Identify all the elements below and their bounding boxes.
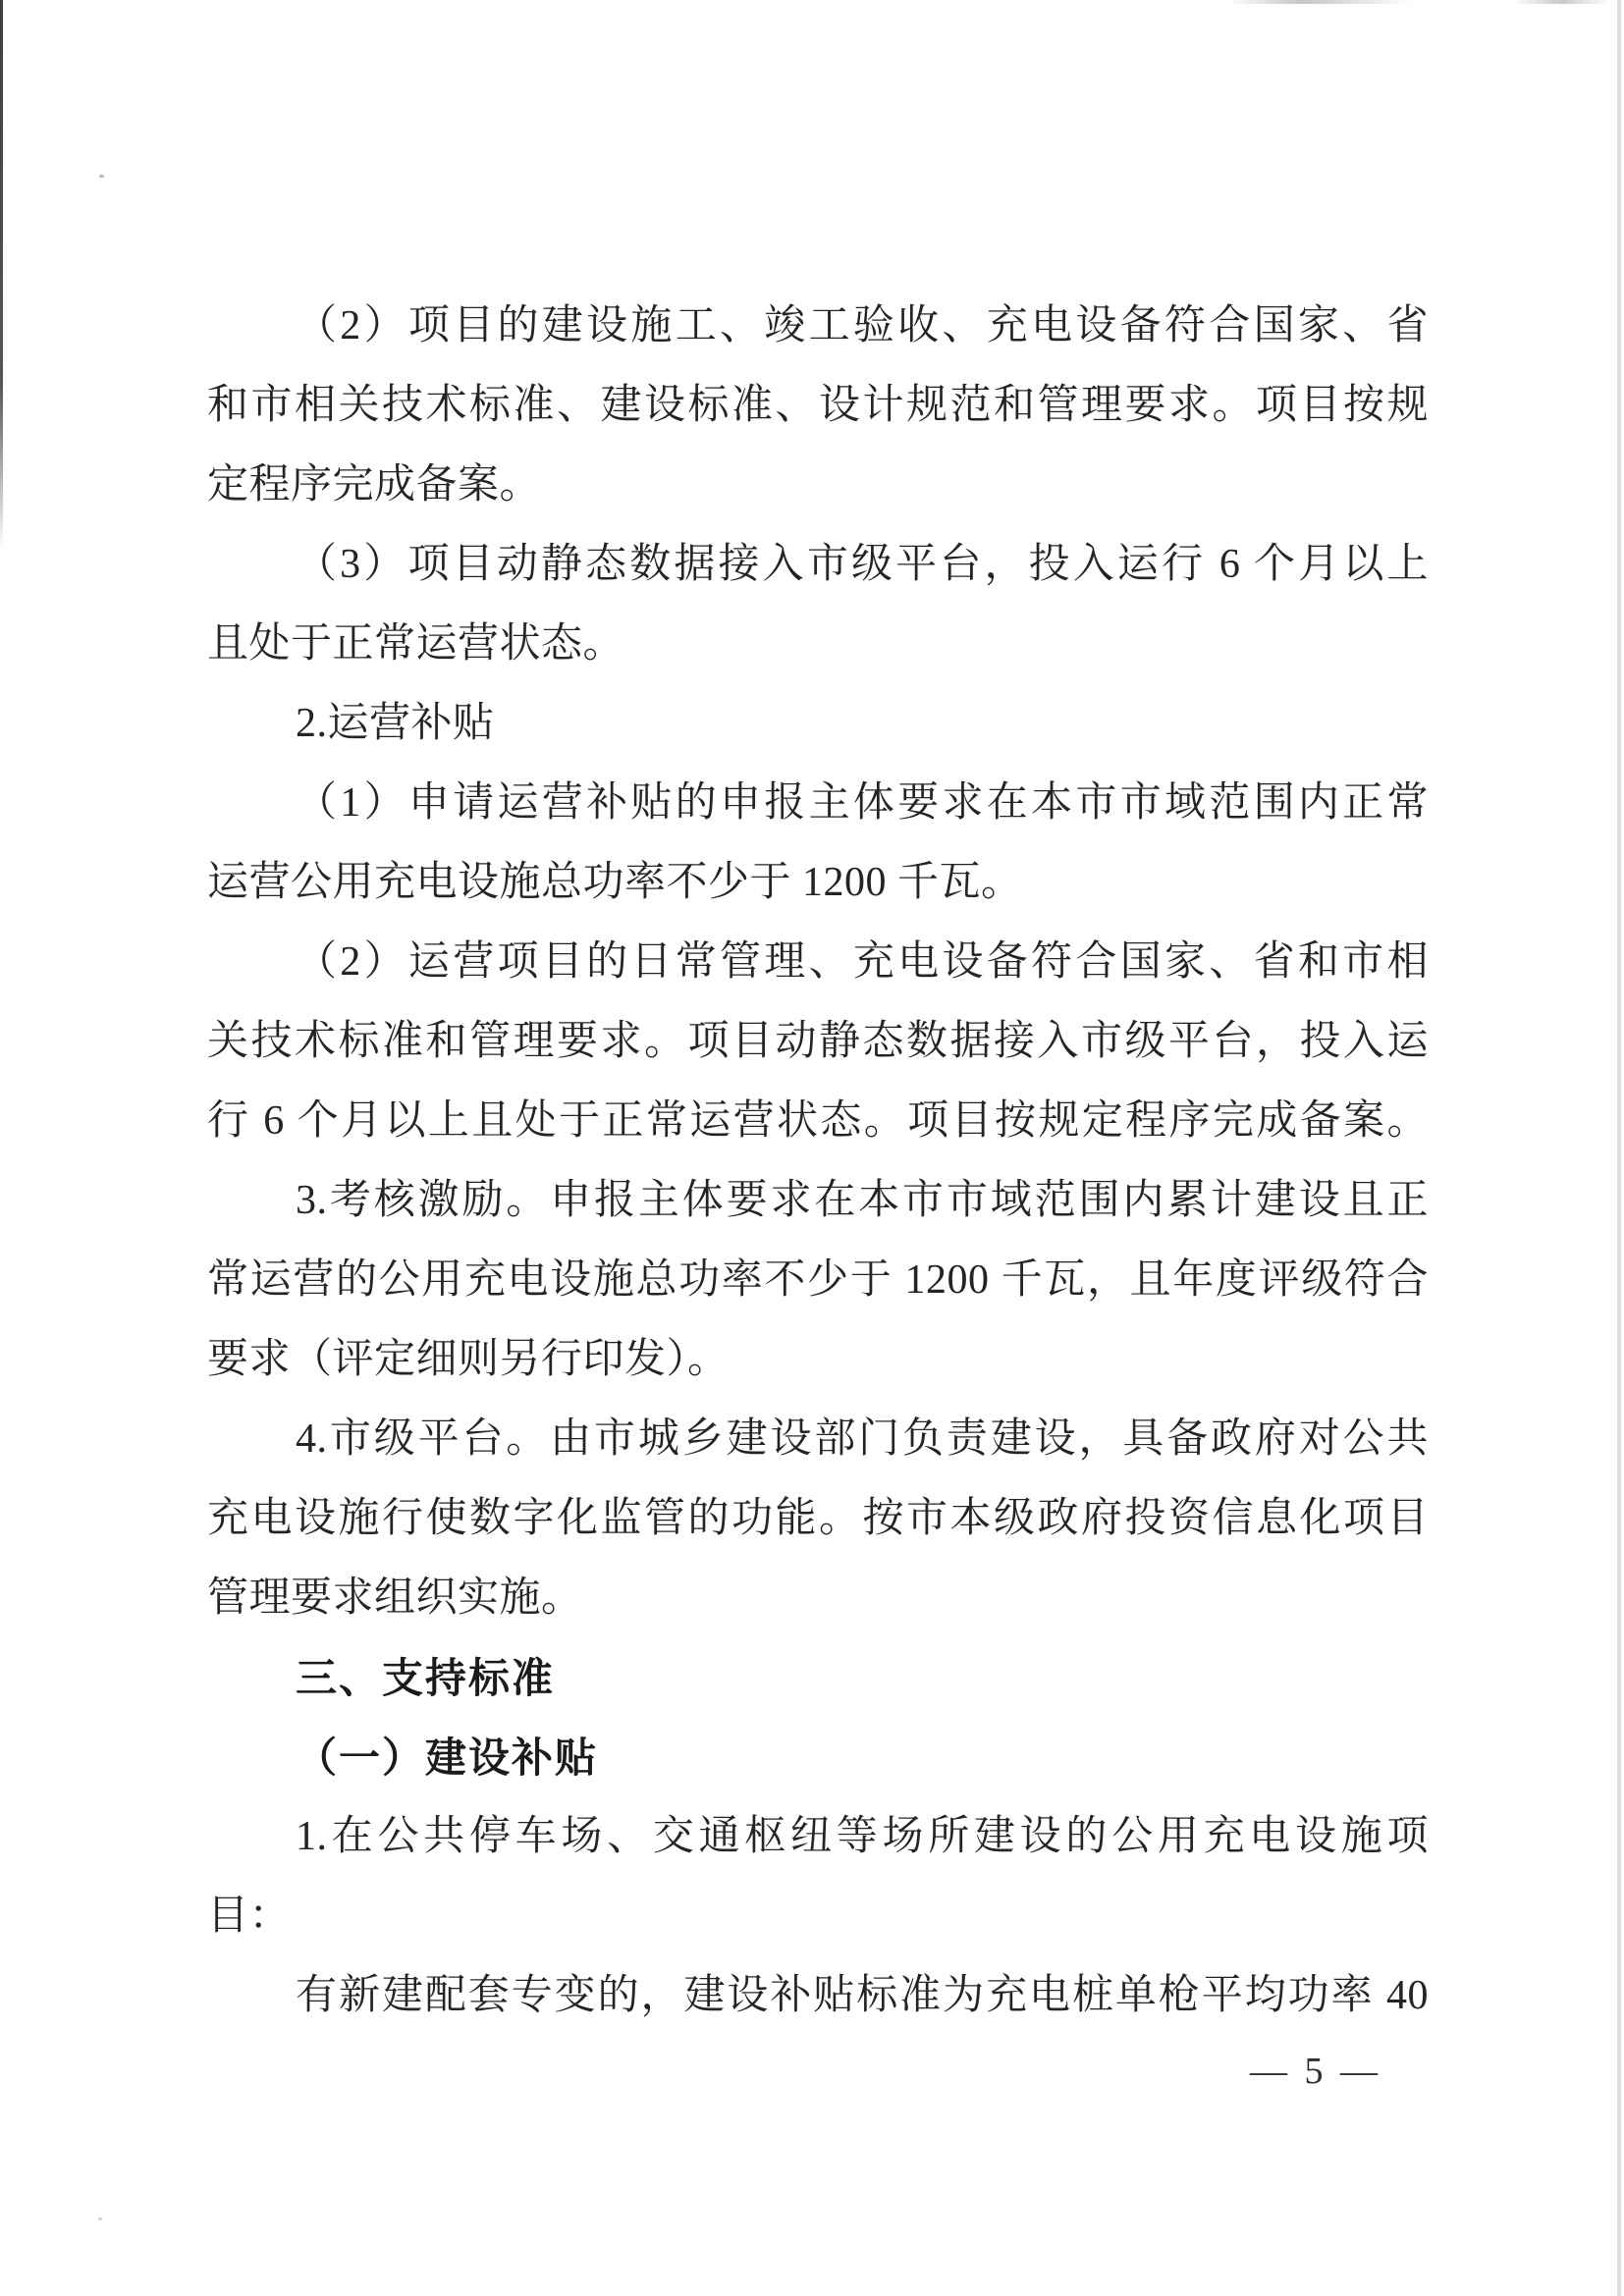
scan-left-edge-line [0, 0, 3, 550]
text-line: 2.运营补贴 [296, 701, 495, 746]
text-line: 关技术标准和管理要求。项目动静态数据接入市级平台，投入运 [207, 1019, 1429, 1064]
text-line: 定程序完成备案。 [207, 462, 542, 507]
text-line: 充电设施行使数字化监管的功能。按市本级政府投资信息化项目 [207, 1496, 1429, 1541]
text-line: 有新建配套专变的，建设补贴标准为充电桩单枪平均功率 40 [296, 1973, 1429, 2018]
scan-top-streak [1227, 0, 1414, 4]
text-line: 目： [207, 1894, 292, 1939]
text-line: 常运营的公用充电设施总功率不少于 1200 千瓦，且年度评级符合 [207, 1257, 1429, 1303]
text-line: 要求（评定细则另行印发）。 [207, 1337, 730, 1382]
scan-speck [98, 2217, 102, 2220]
text-line: （3）项目动静态数据接入市级平台，投入运行 6 个月以上 [296, 542, 1429, 587]
text-line: 且处于正常运营状态。 [207, 621, 625, 667]
scan-right-edge-line [1617, 0, 1621, 2296]
text-line: 行 6 个月以上且处于正常运营状态。项目按规定程序完成备案。 [207, 1098, 1429, 1144]
text-line: 1.在公共停车场、交通枢纽等场所建设的公用充电设施项 [296, 1814, 1429, 1859]
text-line: （2）运营项目的日常管理、充电设备符合国家、省和市相 [296, 939, 1429, 985]
page-number: — 5 — [1250, 2051, 1381, 2092]
heading-line: （一）建设补贴 [296, 1735, 599, 1781]
heading-line: 三、支持标准 [296, 1655, 556, 1701]
scan-top-streak [1512, 0, 1610, 4]
text-line: 管理要求组织实施。 [207, 1575, 583, 1621]
text-line: （1）申请运营补贴的申报主体要求在本市市域范围内正常 [296, 780, 1429, 826]
document-text-block [207, 287, 1429, 2036]
text-line: 3.考核激励。申报主体要求在本市市域范围内累计建设且正 [296, 1178, 1429, 1223]
scan-speck [99, 175, 104, 178]
text-line: 4.市级平台。由市城乡建设部门负责建设，具备政府对公共 [296, 1416, 1429, 1462]
text-line: 和市相关技术标准、建设标准、设计规范和管理要求。项目按规 [207, 383, 1429, 428]
text-line: （2）项目的建设施工、竣工验收、充电设备符合国家、省 [296, 303, 1429, 348]
text-line: 运营公用充电设施总功率不少于 1200 千瓦。 [207, 860, 1023, 905]
